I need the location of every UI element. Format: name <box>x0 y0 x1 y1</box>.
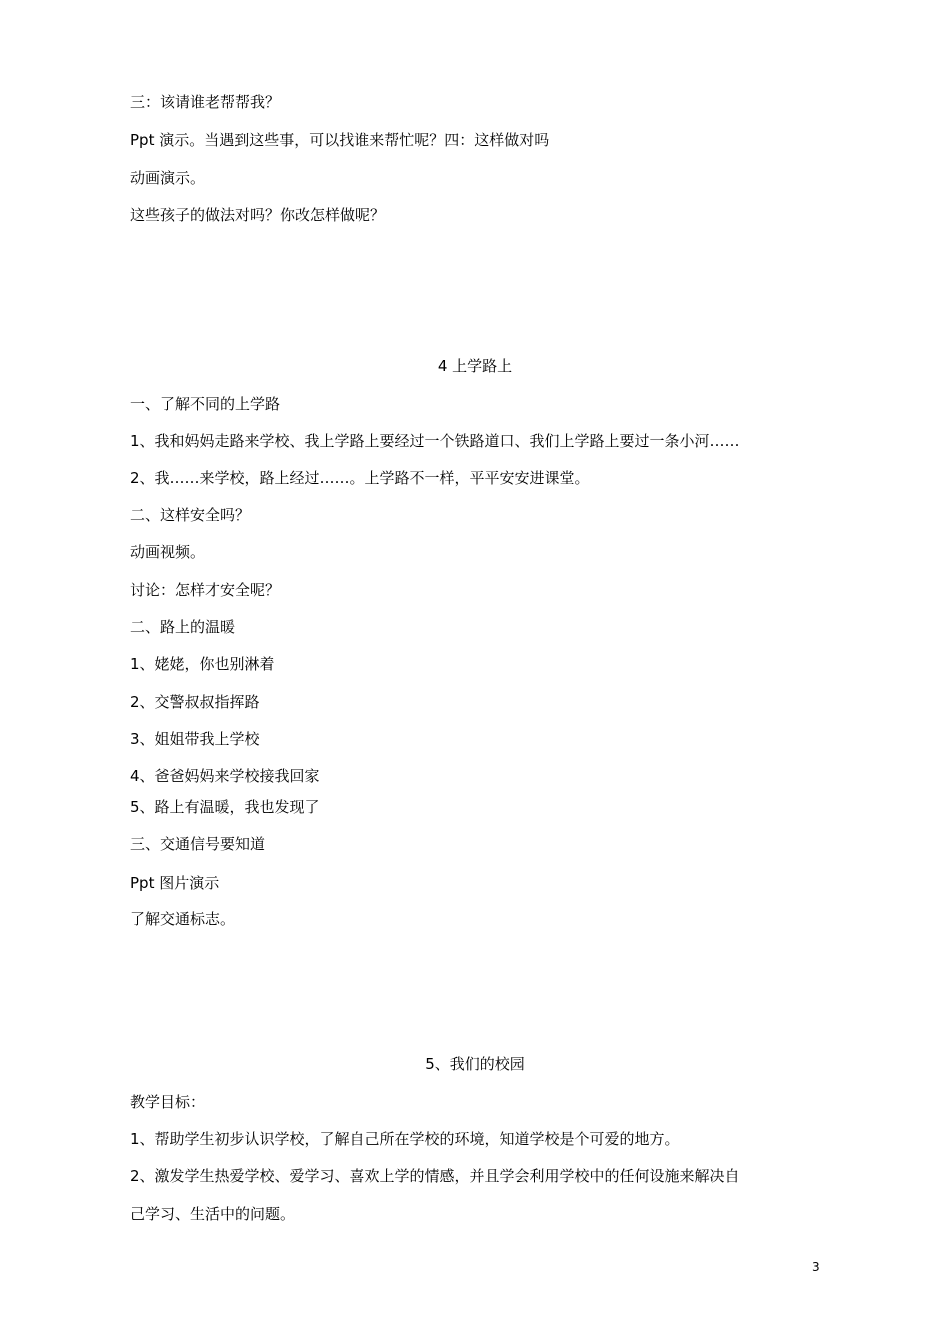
page-number: 3 <box>812 1260 820 1274</box>
lesson5-title: 5、我们的校园 <box>425 1055 525 1073</box>
lesson4-line-13: 三、交通信号要知道 <box>130 835 266 853</box>
lesson4-line-4: 二、这样安全吗？ <box>130 506 251 524</box>
lesson4-line-10: 3、姐姐带我上学校 <box>130 730 260 748</box>
section3-line-4: 这些孩子的做法对吗？你改怎样做呢？ <box>130 206 386 224</box>
section3-line-3: 动画演示。 <box>130 169 206 187</box>
lesson4-line-11: 4、爸爸妈妈来学校接我回家 <box>130 767 320 785</box>
lesson4-line-14: Ppt 图片演示 <box>130 874 220 892</box>
lesson4-title: 4 上学路上 <box>437 357 513 375</box>
lesson4-line-15: 了解交通标志。 <box>130 910 236 928</box>
lesson4-line-2: 1、我和妈妈走路来学校、我上学路上要经过一个铁路道口、我们上学路上要过一条小河…… <box>130 432 740 450</box>
lesson5-line-3: 2、激发学生热爱学校、爱学习、喜欢上学的情感，并且学会利用学校中的任何设施来解决自 <box>130 1167 740 1185</box>
lesson4-line-6: 讨论：怎样才安全呢？ <box>130 581 281 599</box>
lesson4-line-9: 2、交警叔叔指挥路 <box>130 693 260 711</box>
section3-line-1: 三：该请谁老帮帮我？ <box>130 93 281 111</box>
lesson4-line-3: 2、我……来学校，路上经过……。上学路不一样，平平安安进课堂。 <box>130 469 590 487</box>
section3-line-2: Ppt 演示。当遇到这些事，可以找谁来帮忙呢？四：这样做对吗 <box>130 131 550 149</box>
lesson5-line-4: 己学习、生活中的问题。 <box>130 1205 296 1223</box>
lesson4-line-1: 一、了解不同的上学路 <box>130 395 281 413</box>
lesson4-line-7: 二、路上的温暖 <box>130 618 236 636</box>
lesson4-line-5: 动画视频。 <box>130 543 206 561</box>
lesson4-line-12: 5、路上有温暖，我也发现了 <box>130 798 320 816</box>
lesson5-line-1: 教学目标： <box>130 1093 206 1111</box>
lesson4-line-8: 1、姥姥，你也别淋着 <box>130 655 275 673</box>
lesson5-line-2: 1、帮助学生初步认识学校，了解自己所在学校的环境，知道学校是个可爱的地方。 <box>130 1130 680 1148</box>
